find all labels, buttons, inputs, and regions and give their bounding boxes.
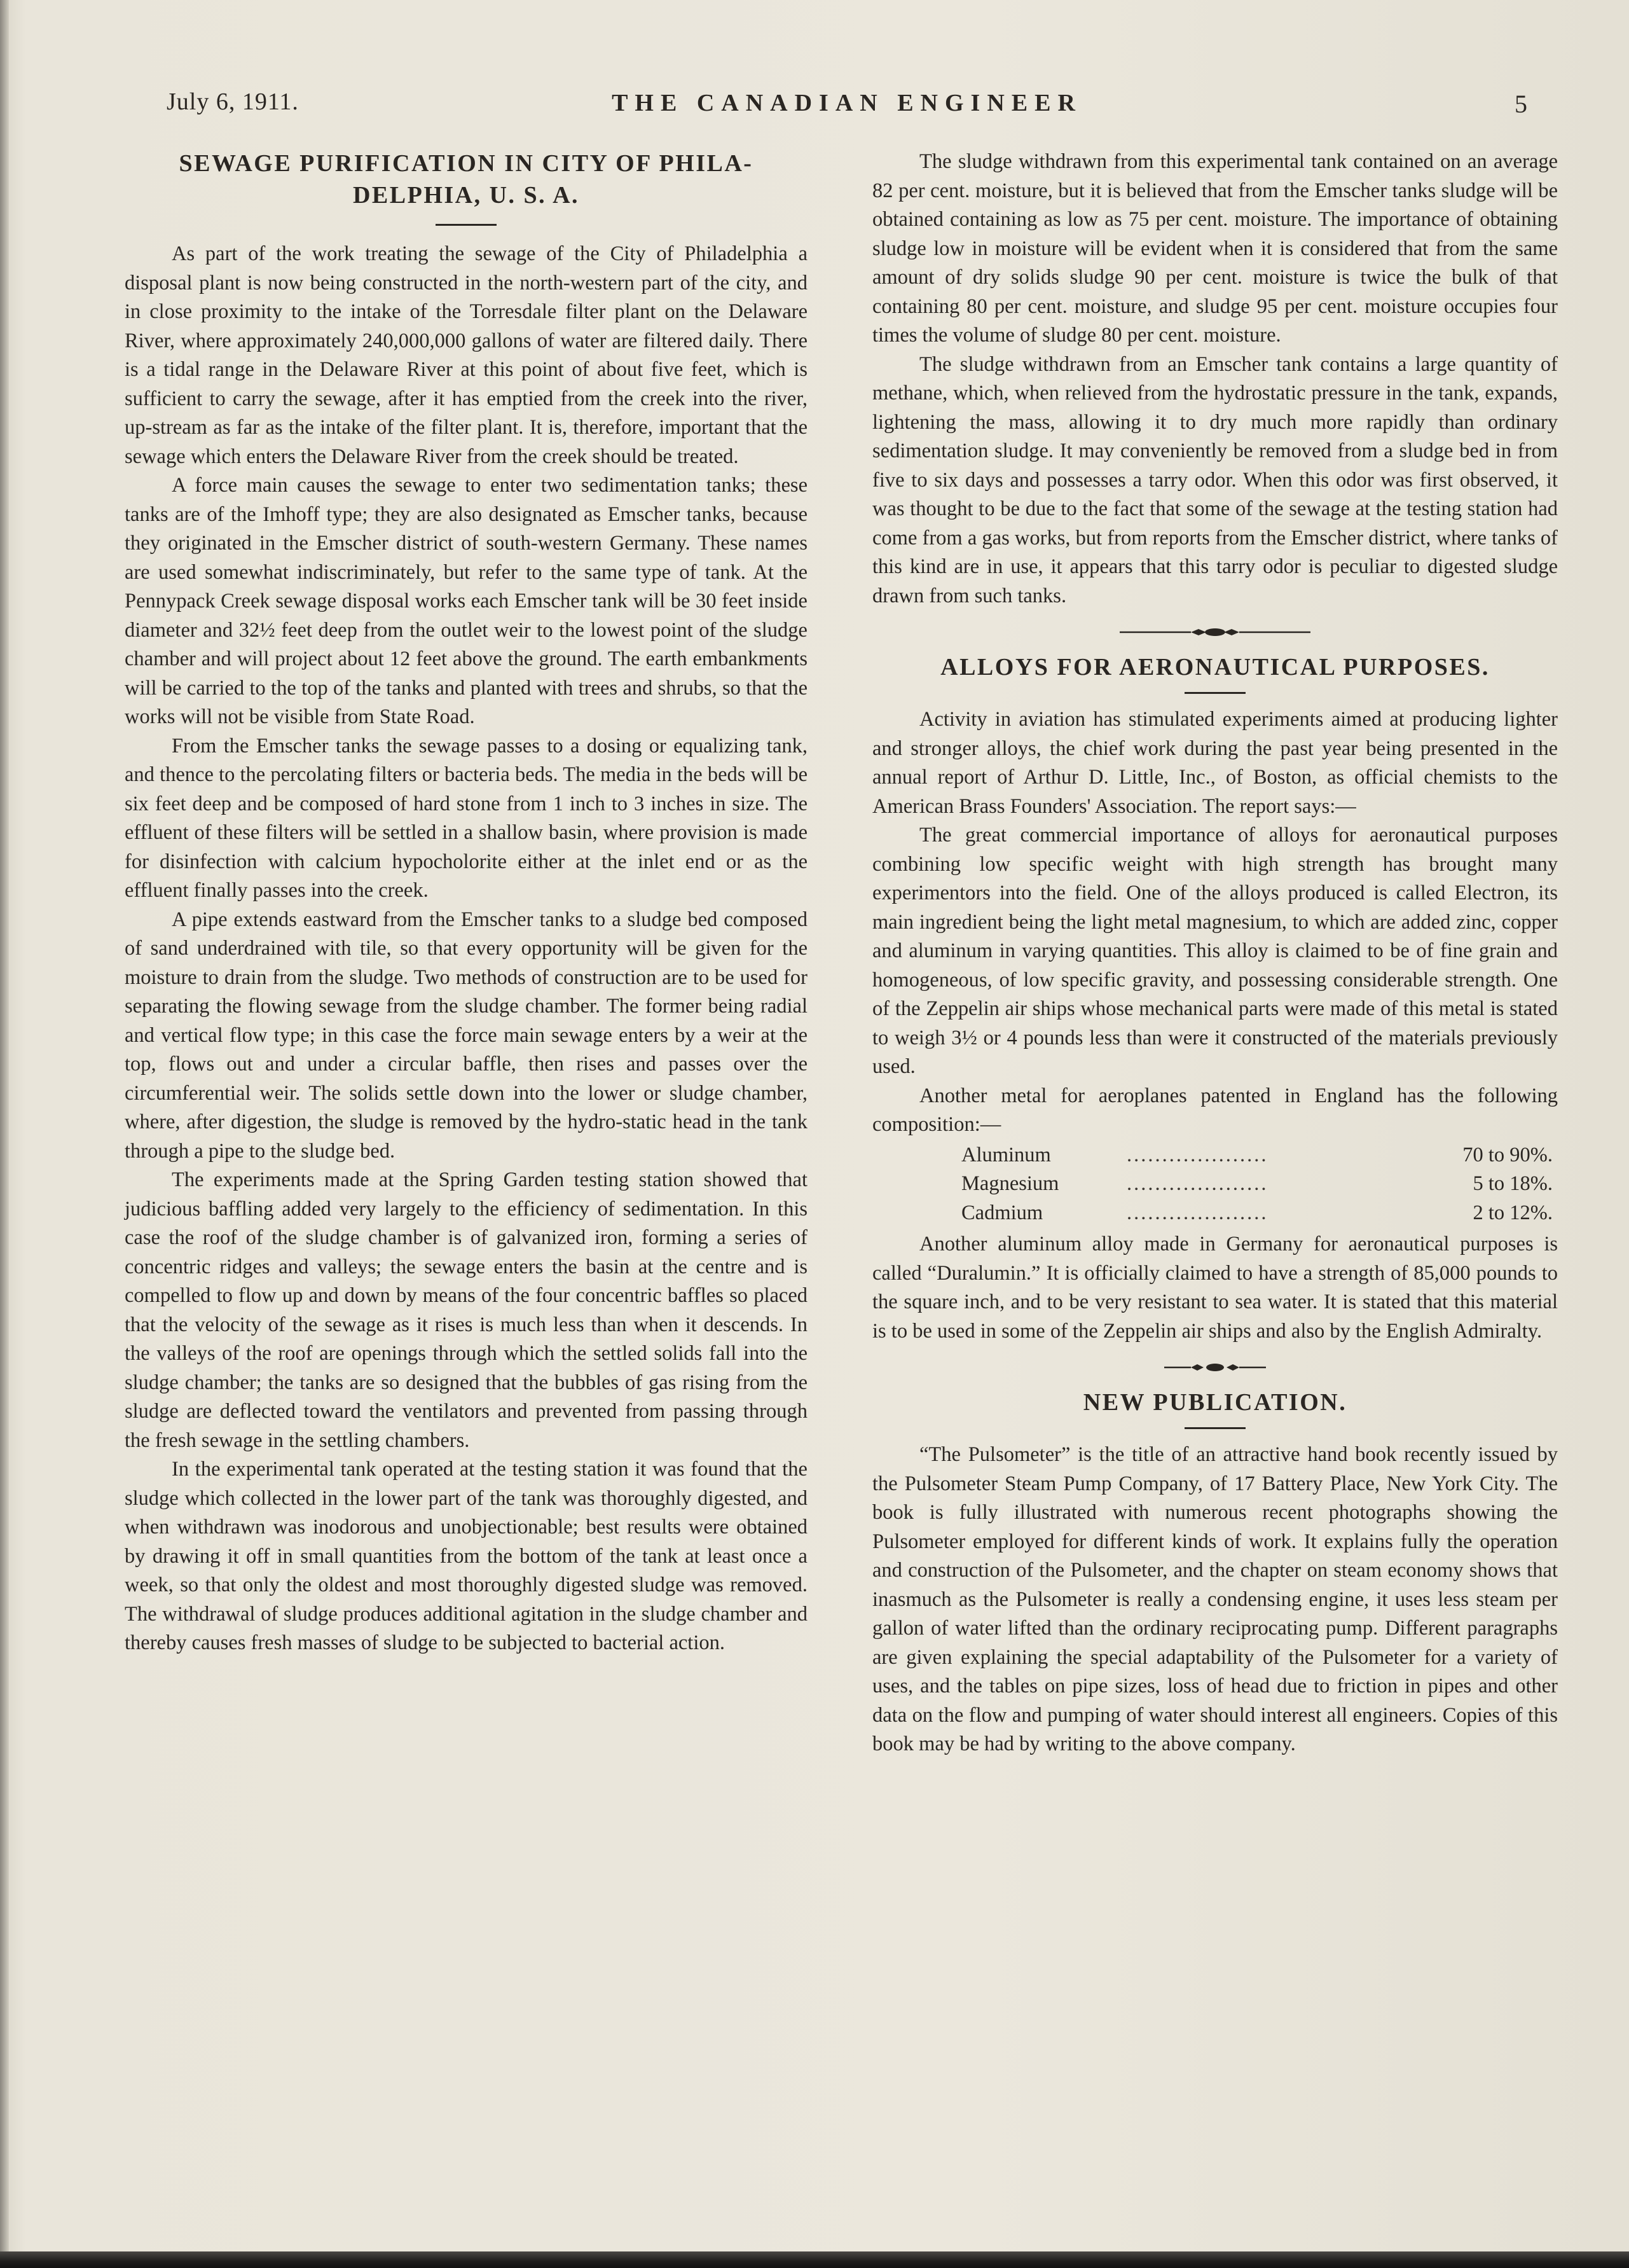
title-rule	[436, 224, 497, 226]
sewage-paragraph: The experiments made at the Spring Garden testing station showed that judicious baffling added very largely to the efficiency of sedimentation. In this case the roof of the sludge chamber is of galvanized iron, forming a series of concentric ridges and valleys; the sewage enters the basin at the centre and is compelled to flow up and down by means of the four concentric baffles so placed that the velocity of the sewage as it rises is much less than when it descends. In the valleys of the roof are openings through which the settled solids fall into the sludge chamber; the tanks are so designed that the bubbles of gas rising from the sludge are deflected toward the ventilators and prevented from passing through the fresh sewage in the settling chambers.	[125, 1168, 808, 1452]
page-number: 5	[1515, 90, 1527, 118]
alloys-paragraph: Another aluminum alloy made in Germany for aeronautical purposes is called “Duralumin.” It is officially claimed to have a strength of 85,000 pounds to the square inch, and to be very resistant to sea water. It is stated that this material is to be used in some of the Zeppelin air ships and also by the English Admiralty.	[872, 1233, 1558, 1343]
sewage-title-line2: DELPHIA, U. S. A.	[352, 182, 580, 209]
sewage-paragraph: The sludge withdrawn from an Emscher tank contains a large quantity of methane, which, when relieved from the hydrostatic pressure in the tank, expands, lightening the mass, allowing it to dry much more rapidly than ordinary sedimentation sludge. It may conveniently be removed from a sludge bed in from five to six days and possesses a tarry odor. When this odor was first observed, it was thought to be due to the fact that some of the sewage at the testing station had come from a gas works, but from reports from the Emscher district, where tanks of this kind are in use, it appears that this tarry odor is peculiar to digested sludge drawn from such tanks.	[872, 352, 1558, 607]
page-left-edge	[0, 0, 9, 2268]
composition-row	[872, 1141, 1558, 1170]
sewage-paragraph: The sludge withdrawn from this experimental tank contained on an average 82 per cent. moisture, but it is believed that from the Emscher tanks sludge will be obtained containing as low as 75 per cent. moisture. The importance of obtaining sludge low in moisture will be evident when it is considered that from the same amount of dry solids sludge 90 per cent. moisture is twice the bulk of that containing 80 per cent. moisture, and sludge 95 per cent. moisture occupies four times the volume of sludge 80 per cent. moisture.	[872, 150, 1558, 347]
composition-row	[872, 1199, 1558, 1228]
header-date: July 6, 1911.	[167, 88, 299, 115]
sewage-paragraph: A pipe extends eastward from the Emscher tanks to a sludge bed composed of sand underdrained with tile, so that every opportunity will be given for the moisture to drain from the sludge. Two methods of construction are to be used for separating the flowing sewage from the sludge chamber. The former being radial and vertical flow type; in this case the force main sewage enters by a weir at the top, flows out and under a circular baffle, then rises and passes over the circumferential weir. The solids settle down into the lower or sludge chamber, where, after digestion, the sludge is removed by the hydro-static head in the tank through a pipe to the sludge bed.	[125, 908, 808, 1163]
section-divider-ornament	[872, 1362, 1558, 1373]
title-rule	[1185, 1427, 1246, 1429]
publication-paragraph: “The Pulsometer” is the title of an attractive hand book recently issued by the Pulsometer Steam Pump Company, of 17 Battery Place, New York City. The book is fully illustrated with numerous recent photographs showing the Pulsometer employed for different kinds of work. It explains fully the operation and construction of the Pulsometer, and the chapter on steam economy shows that inasmuch as the Pulsometer is really a condensing engine, it uses less steam per gallon of water lifted than the ordinary reciprocating pump. Different paragraphs are given explaining the special adaptability of the Pulsometer for a variety of uses, and the tables on pipe sizes, loss of head due to friction in pipes and other data on the flow and pumping of water should interest all engineers. Copies of this book may be had by writing to the above company.	[872, 1443, 1558, 1755]
title-rule	[1185, 692, 1246, 694]
composition-metal: Aluminum	[961, 1143, 1051, 1166]
alloys-paragraph: The great commercial importance of alloys for aeronautical purposes combining low specific weight with high strength has brought many experimentors into the field. One of the alloys produced is called Electron, its main ingredient being the light metal magnesium, to which are added zinc, copper and aluminum in varying quantities. This alloy is claimed to be of fine grain and homogeneous, of low specific gravity, and possessing considerable strength. One of the Zeppelin air ships whose mechanical parts were made of this metal is stated to weigh 3½ or 4 pounds less than were it constructed of the materials previously used.	[872, 824, 1558, 1078]
composition-row	[872, 1170, 1558, 1199]
publication-article-title: NEW PUBLICATION.	[1083, 1389, 1347, 1416]
composition-table	[872, 1141, 1558, 1228]
alloys-article-title: ALLOYS FOR AERONAUTICAL PURPOSES.	[940, 654, 1490, 681]
sewage-paragraph: From the Emscher tanks the sewage passes to a dosing or equalizing tank, and thence to the percolating filters or bacteria beds. The media in the beds will be six feet deep and be composed of hard stone from 1 inch to 3 inches in size. The effluent of these filters will be settled in a shallow basin, where provision is made for disinfection with calcium hypocholorite either at the inlet end or as the effluent finally passes into the creek.	[125, 734, 808, 902]
composition-metal: Cadmium	[961, 1201, 1043, 1224]
sewage-paragraph: As part of the work treating the sewage of the City of Philadelphia a disposal plant is now being constructed in the north-western part of the city, and in close proximity to the intake of the Torresdale filter plant on the Delaware River, where approximately 240,000,000 gallons of water are filtered daily. There is a tidal range in the Delaware River at this point of about five feet, which is sufficient to carry the sewage, after it has emptied from the creek into the river, up-stream as far as the intake of the filter plant. It is, therefore, important that the sewage which enters the Delaware River from the creek should be treated.	[125, 242, 808, 468]
left-column	[125, 148, 808, 1658]
sewage-title-line1: SEWAGE PURIFICATION IN CITY OF PHILA-	[179, 150, 753, 177]
alloys-paragraph: Activity in aviation has stimulated experiments aimed at producing lighter and stronger alloys, the chief work during the past year being presented in the annual report of Arthur D. Little, Inc., of Boston, as official chemists to the American Brass Founders' Association. The report says:—	[872, 708, 1558, 818]
scan-bottom-edge	[0, 2251, 1629, 2268]
composition-metal: Magnesium	[961, 1172, 1059, 1195]
running-header	[167, 88, 1527, 126]
journal-title: THE CANADIAN ENGINEER	[612, 90, 1082, 116]
composition-value: 5 to 18%.	[1473, 1172, 1553, 1195]
sewage-paragraph: In the experimental tank operated at the testing station it was found that the sludge which collected in the lower part of the tank was thoroughly digested, and when withdrawn was inodorous and unobjectionable; best results were obtained by drawing it off in small quantities from the bottom of the tank at least once a week, so that only the oldest and most thoroughly digested sludge was removed. The withdrawal of sludge produces additional agitation in the sludge chamber and thereby causes fresh masses of sludge to be subjected to bacterial action.	[125, 1458, 808, 1654]
composition-value: 2 to 12%.	[1473, 1201, 1553, 1224]
section-divider-ornament	[872, 627, 1558, 637]
sewage-article-title	[125, 148, 808, 211]
sewage-paragraph: A force main causes the sewage to enter two sedimentation tanks; these tanks are of the Imhoff type; they are also designated as Emscher tanks, because they originated in the Emscher district of south-western Germany. These names are used somewhat indiscriminately, but refer to the same type of tank. At the Pennypack Creek sewage disposal works each Emscher tank will be 30 feet inside diameter and 32½ feet deep from the outlet weir to the lowest point of the sludge chamber and will project about 12 feet above the ground. The earth embankments will be carried to the top of the tanks and planted with trees and shrubs, so that the works will not be visible from State Road.	[125, 474, 808, 728]
leader-dots: ....................	[1127, 1201, 1268, 1224]
alloys-paragraph: Another metal for aeroplanes patented in England has the following composition:—	[872, 1084, 1558, 1136]
right-column	[872, 148, 1558, 1759]
composition-value: 70 to 90%.	[1462, 1143, 1553, 1166]
leader-dots: ....................	[1127, 1172, 1268, 1195]
leader-dots: ....................	[1127, 1143, 1268, 1166]
